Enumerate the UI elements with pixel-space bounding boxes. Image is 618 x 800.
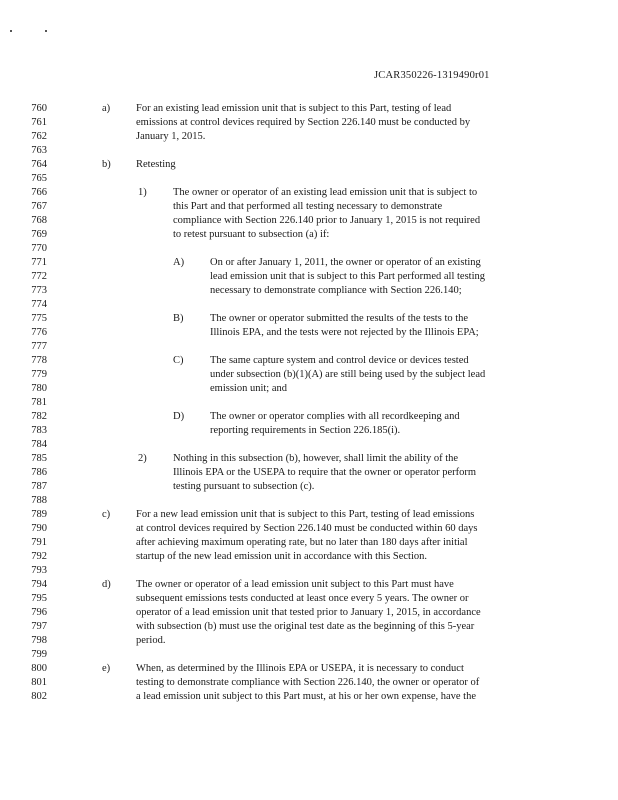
line-number: 787 [31,481,47,492]
line-number: 783 [31,425,47,436]
line-number: 799 [31,649,47,660]
line-number: 795 [31,593,47,604]
line-number: 791 [31,537,47,548]
clause-c-line: at control devices required by Section 226.140 must be conducted within 60 days [136,523,478,534]
line-number: 780 [31,383,47,394]
line-number: 790 [31,523,47,534]
clause-D-line: reporting requirements in Section 226.185(i). [210,425,401,436]
line-number: 766 [31,187,47,198]
scan-speck [45,30,47,32]
line-number: 792 [31,551,47,562]
clause-label-b1: 1) [138,187,147,198]
line-number: 769 [31,229,47,240]
clause-e-line: testing to demonstrate compliance with Section 226.140, the owner or operator of [136,677,480,688]
clause-label-C: C) [173,355,184,366]
clause-a-line: emissions at control devices required by Section 226.140 must be conducted by [136,117,471,128]
scan-speck [10,30,12,32]
line-number: 788 [31,495,47,506]
clause-A-line: lead emission unit that is subject to this Part performed all testing [210,271,485,282]
line-number: 797 [31,621,47,632]
clause-label-e: e) [102,663,111,674]
clause-C-line: emission unit; and [210,383,287,394]
line-number: 796 [31,607,47,618]
line-number: 762 [31,131,47,142]
clause-b1-line: The owner or operator of an existing lead emission unit that is subject to [173,187,478,198]
line-number: 801 [31,677,47,688]
line-number: 770 [31,243,47,254]
clause-label-D: D) [173,411,185,422]
clause-d-line: operator of a lead emission unit that tested prior to January 1, 2015, in accordance [136,607,481,618]
clause-e-line: a lead emission unit subject to this Part must, at his or her own expense, have the [136,691,477,702]
line-number: 773 [31,285,47,296]
line-number: 786 [31,467,47,478]
line-number: 782 [31,411,47,422]
clause-b1-line: compliance with Section 226.140 prior to January 1, 2015 is not required [173,215,481,226]
line-number: 800 [31,663,47,674]
clause-d-line: period. [136,635,166,646]
clause-b2-line: Illinois EPA or the USEPA to require that the owner or operator perform [173,467,477,478]
clause-label-b: b) [102,159,111,170]
line-number: 784 [31,439,47,450]
clause-label-a: a) [102,103,111,114]
line-number: 774 [31,299,47,310]
line-number: 763 [31,145,47,156]
clause-label-c: c) [102,509,111,520]
clause-A-line: On or after January 1, 2011, the owner or operator of an existing [210,257,481,268]
line-number: 789 [31,509,47,520]
line-number: 775 [31,313,47,324]
clause-label-b2: 2) [138,453,147,464]
clause-c-line: after achieving maximum operating rate, but no later than 180 days after initial [136,537,468,548]
line-number: 781 [31,397,47,408]
clause-a-line: For an existing lead emission unit that is subject to this Part, testing of lead [136,103,452,114]
clause-label-d: d) [102,579,111,590]
line-number: 798 [31,635,47,646]
clause-d-line: with subsection (b) must use the original test date as the beginning of this 5-year [136,621,475,632]
clause-b2-line: testing pursuant to subsection (c). [173,481,315,492]
line-number: 785 [31,453,47,464]
clause-label-A: A) [173,257,185,268]
clause-b-line: Retesting [136,159,176,170]
line-number: 767 [31,201,47,212]
clause-B-line: Illinois EPA, and the tests were not rejected by the Illinois EPA; [210,327,479,338]
line-number: 793 [31,565,47,576]
clause-d-line: subsequent emissions tests conducted at least once every 5 years. The owner or [136,593,469,604]
clause-label-B: B) [173,313,184,324]
line-number: 802 [31,691,47,702]
clause-b2-line: Nothing in this subsection (b), however, shall limit the ability of the [173,453,459,464]
document-id: JCAR350226-1319490r01 [374,70,490,81]
line-number: 778 [31,355,47,366]
clause-B-line: The owner or operator submitted the results of the tests to the [210,313,469,324]
line-number: 772 [31,271,47,282]
line-number: 777 [31,341,47,352]
clause-c-line: For a new lead emission unit that is subject to this Part, testing of lead emissions [136,509,475,520]
clause-d-line: The owner or operator of a lead emission unit subject to this Part must have [136,579,454,590]
line-number: 761 [31,117,47,128]
clause-b1-line: this Part and that performed all testing necessary to demonstrate [173,201,443,212]
clause-c-line: startup of the new lead emission unit in accordance with this Section. [136,551,428,562]
line-number: 765 [31,173,47,184]
clause-a-line: January 1, 2015. [136,131,206,142]
line-number: 760 [31,103,47,114]
line-number: 764 [31,159,47,170]
line-number: 768 [31,215,47,226]
line-number: 794 [31,579,47,590]
clause-C-line: under subsection (b)(1)(A) are still being used by the subject lead [210,369,486,380]
clause-C-line: The same capture system and control device or devices tested [210,355,469,366]
clause-D-line: The owner or operator complies with all recordkeeping and [210,411,460,422]
line-number: 779 [31,369,47,380]
line-number: 776 [31,327,47,338]
line-number: 771 [31,257,47,268]
clause-A-line: necessary to demonstrate compliance with Section 226.140; [210,285,462,296]
clause-e-line: When, as determined by the Illinois EPA or USEPA, it is necessary to conduct [136,663,464,674]
clause-b1-line: to retest pursuant to subsection (a) if: [173,229,330,240]
